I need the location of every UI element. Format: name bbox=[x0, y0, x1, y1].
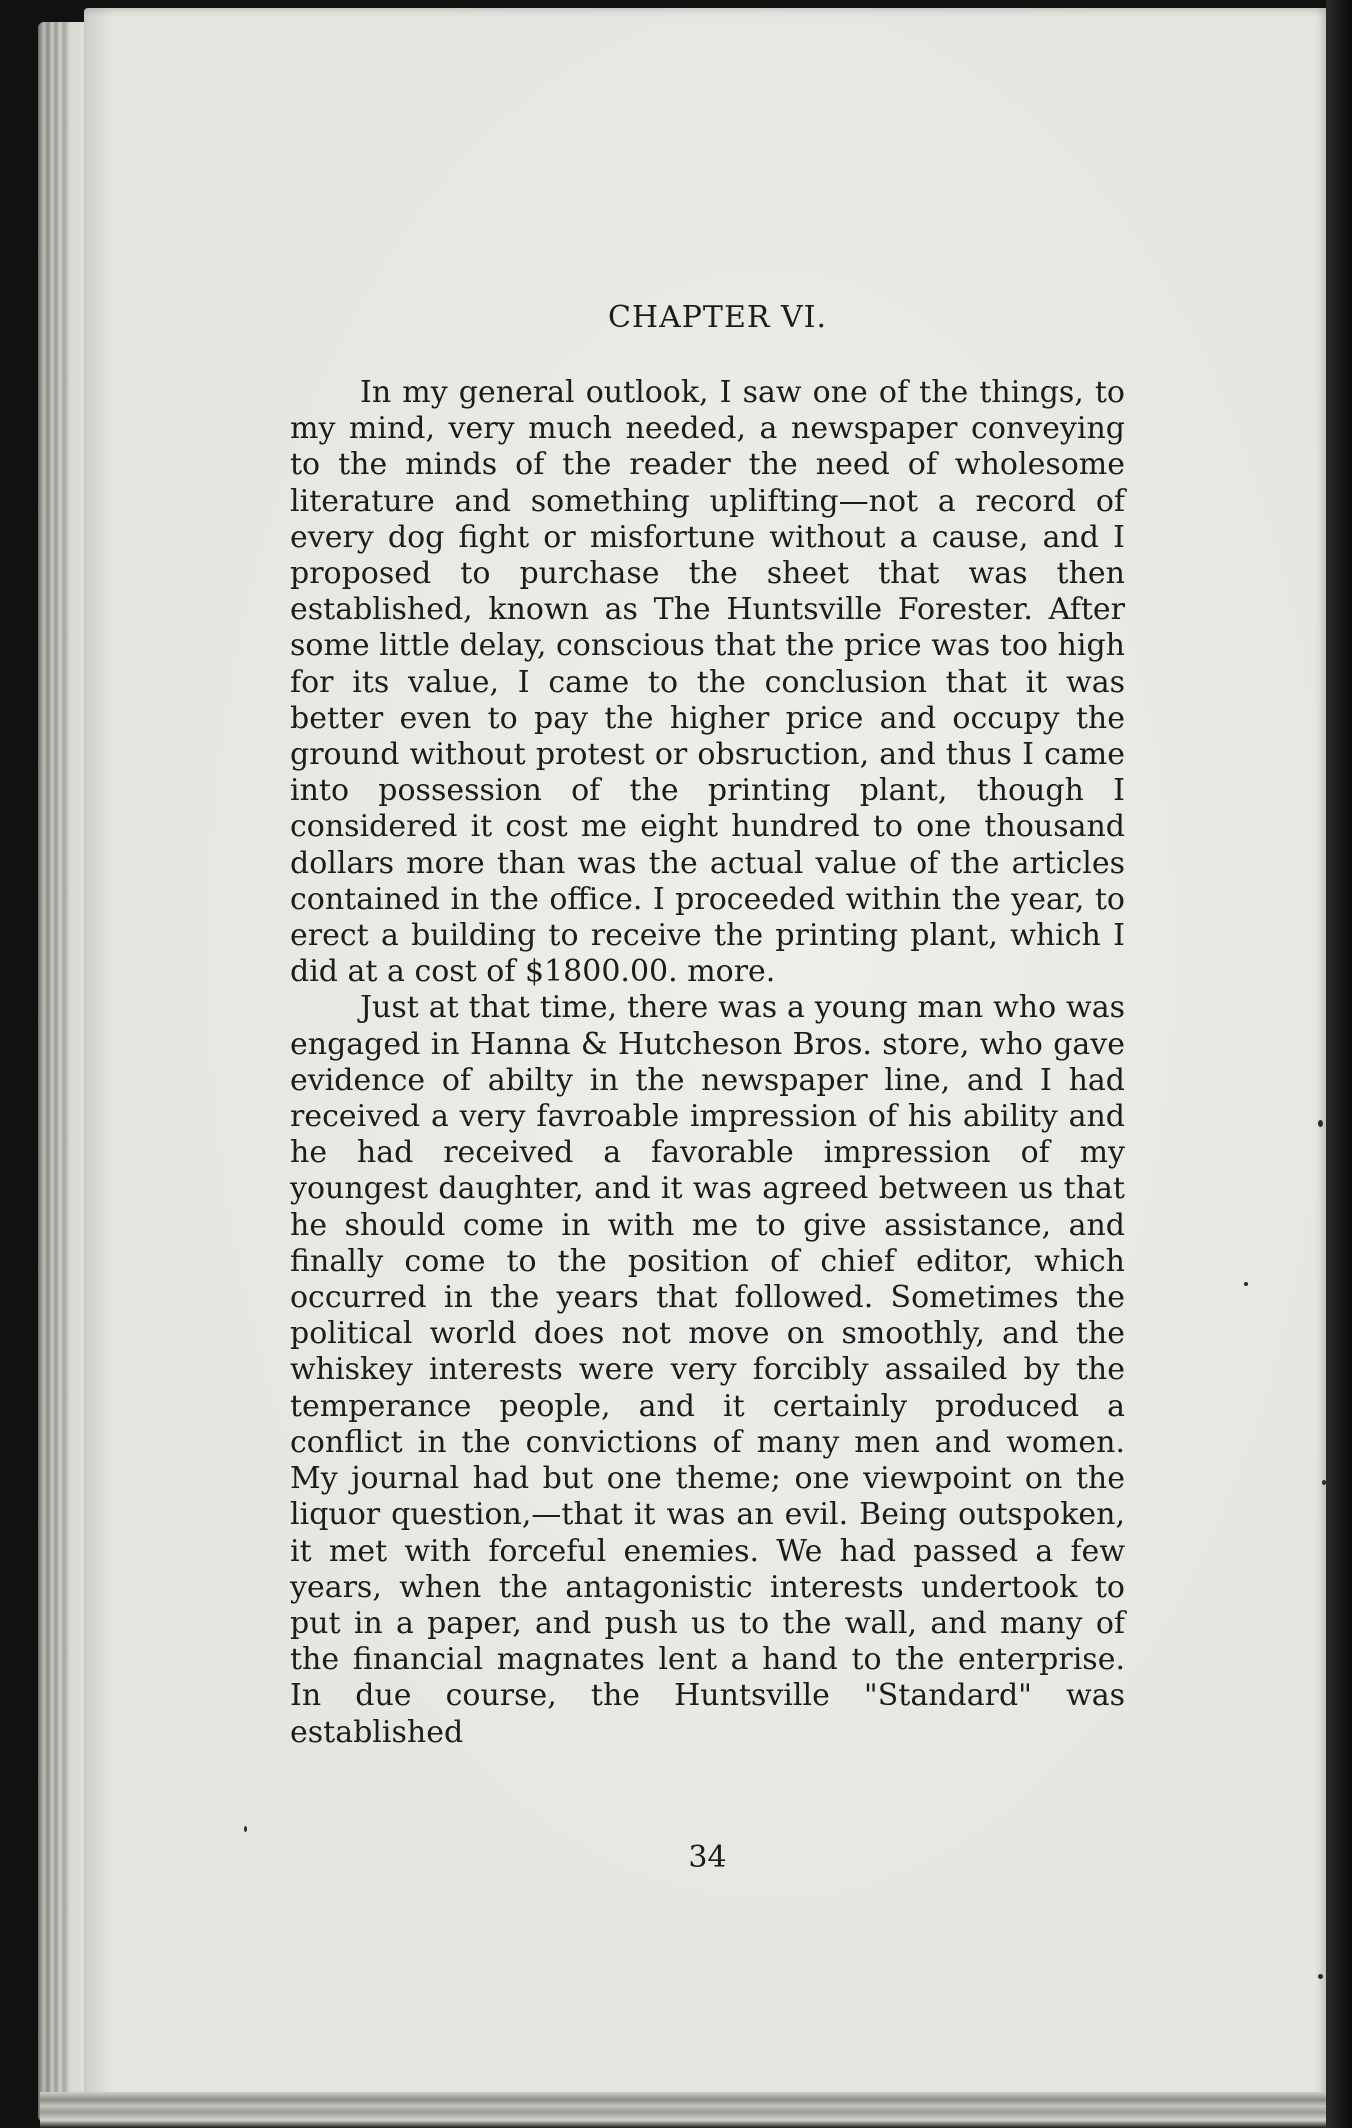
scan-speck bbox=[1322, 1480, 1326, 1485]
scan-speck bbox=[1244, 1282, 1248, 1286]
page-text-block bbox=[290, 300, 1125, 1875]
scan-speck bbox=[1318, 1974, 1323, 1979]
paragraph-2: Just at that time, there was a young man who was engaged in Hanna & Hutcheson Bros. store, who gave evidence of abilty in the newspaper line, and I had received a very favroable impression of his ability and he had received a favorable impression of my youngest daughter, and it was agreed between us that he should come in with me to give assistance, and finally come to the position of chief editor, which occurred in the years that followed. Sometimes the political world does not move on smoothly, and the whiskey interests were very forcibly assailed by the temperance people, and it certainly produced a conflict in the convictions of many men and women. My journal had but one theme; one viewpoint on the liquor question,—that it was an evil. Being outspoken, it met with forceful enemies. We had passed a few years, when the antagonistic interests undertook to put in a paper, and push us to the wall, and many of the financial magnates lent a hand to the enterprise. In due course, the Huntsville "Standard" was established bbox=[290, 990, 1125, 1750]
page-number: 34 bbox=[688, 1840, 727, 1875]
paragraph-1: In my general outlook, I saw one of the things, to my mind, very much needed, a newspaper conveying to the minds of the reader the need of wholesome literature and something uplifting—not a record of every dog fight or misfortune without a cause, and I proposed to purchase the sheet that was then established, known as The Huntsville Forester. After some little delay, conscious that the price was too high for its value, I came to the conclusion that it was better even to pay the higher price and occupy the ground without protest or obsruction, and thus I came into possession of the printing plant, though I considered it cost me eight hundred to one thousand dollars more than was the actual value of the articles contained in the office. I proceeded within the year, to erect a building to receive the printing plant, which I did at a cost of $1800.00. more. bbox=[290, 375, 1125, 990]
binding-shadow bbox=[1326, 0, 1352, 2128]
scan-speck bbox=[1318, 1120, 1323, 1127]
chapter-title: CHAPTER VI. bbox=[607, 300, 828, 335]
scan-speck bbox=[244, 1826, 247, 1832]
page-bottom-edge bbox=[40, 2092, 1330, 2128]
